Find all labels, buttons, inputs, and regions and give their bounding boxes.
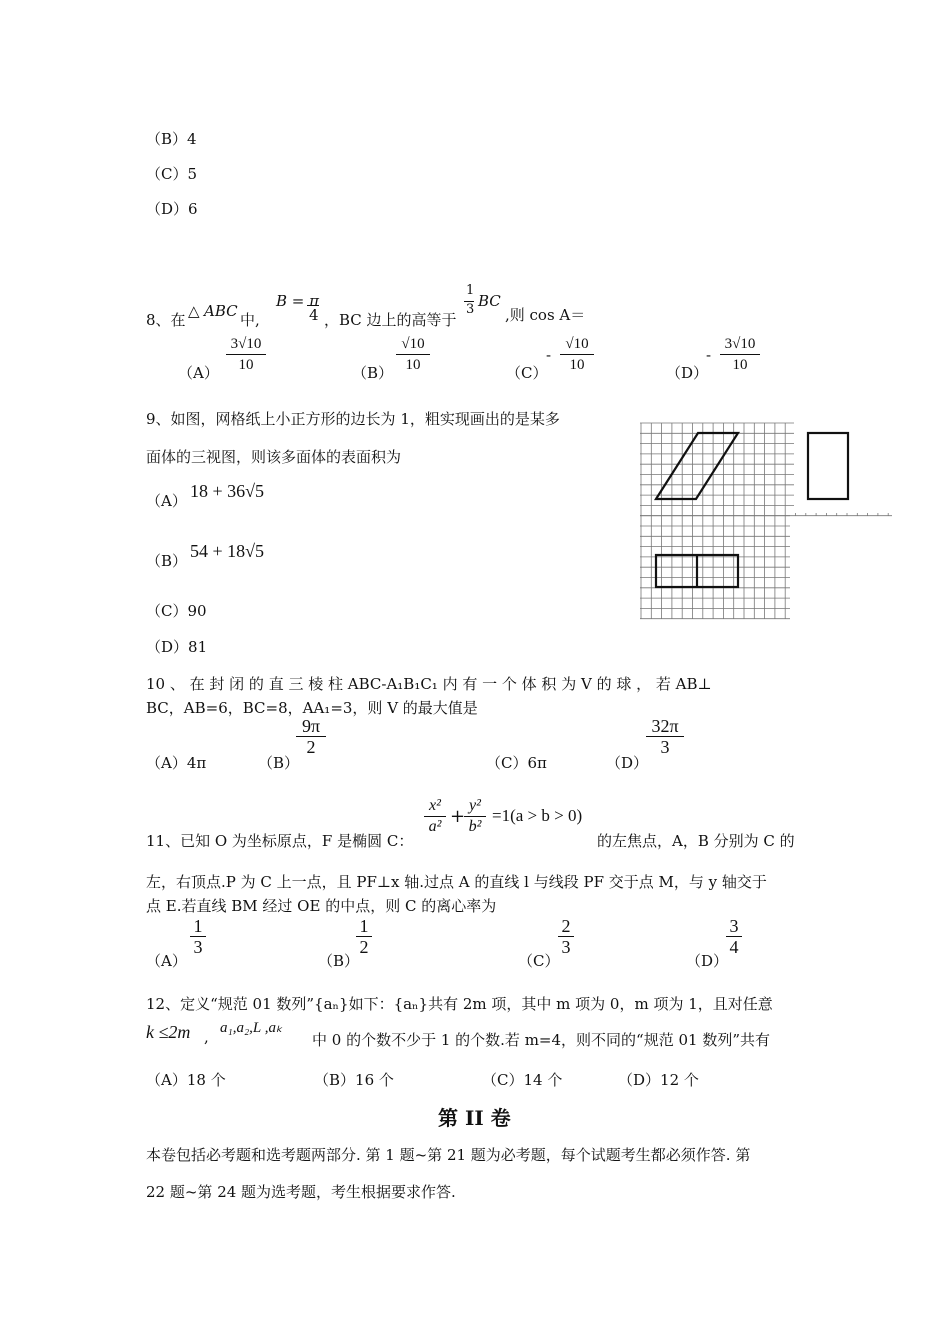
q11-option-a-label: （A） [146, 952, 187, 970]
q10-option-d-label: （D） [606, 754, 649, 772]
q12-line1: 12、定义“规范 01 数列”{aₙ}如下：{aₙ}共有 2m 项，其中 m 项为 0，m 项为 1，且对任意 [146, 995, 773, 1013]
q12-comma: , [204, 1028, 209, 1046]
q10-option-b-frac: $\frac{9\pi}{2}$ [296, 716, 326, 757]
section-title: 第 II 卷 [438, 1106, 511, 1130]
q12-sequence: a₁,a₂,L ,aₖ [220, 1020, 283, 1036]
q9-option-a-value: 18 + 36√5 [190, 481, 265, 501]
q11-eq-rhs: =1(a > b > 0) [492, 806, 583, 825]
section-paragraph-line2: 22 题~第 24 题为选考题，考生根据要求作答. [146, 1183, 456, 1201]
q8-option-d-frac: $\frac{3√10}{10}$ [720, 334, 760, 375]
q11-option-c-label: （C） [518, 952, 560, 970]
q10-line2: BC，AB=6，BC=8，AA₁=3，则 V 的最大值是 [146, 699, 478, 717]
q11-eq-plus: + [450, 806, 466, 827]
q8-option-a-frac: $\frac{3√10}{10}$ [226, 334, 266, 375]
q8-option-b-label: （B） [352, 364, 394, 382]
q11-option-c-frac: $\frac{2}{3}$ [558, 916, 574, 957]
q10-option-d-frac: $\frac{32\pi}{3}$ [646, 716, 684, 757]
q8-bc-text: ，BC 边上的高等于 [324, 311, 457, 329]
q9-option-b-value: 54 + 18√5 [190, 541, 265, 561]
section-paragraph-line1: 本卷包括必考题和选考题两部分. 第 1 题~第 21 题为必考题，每个试题考生都必须作答. 第 [146, 1146, 751, 1164]
q7-option-c: （C）5 [146, 165, 198, 183]
q9-line1: 9、如图，网格纸上小正方形的边长为 1，粗实现画出的是某多 [146, 410, 560, 428]
q8-option-c-frac: $\frac{√10}{10}$ [560, 334, 594, 375]
q8-abc: ABC [204, 302, 238, 320]
q11-option-a-frac: $\frac{1}{3}$ [190, 916, 206, 957]
q8-b-eq-den: 4 [309, 306, 319, 324]
q11-line3: 点 E.若直线 BM 经过 OE 的中点，则 C 的离心率为 [146, 897, 497, 915]
q12-option-a: （A）18 个 [146, 1071, 226, 1089]
q9-option-d: （D）81 [146, 638, 208, 656]
q10-option-b-label: （B） [258, 754, 300, 772]
q8-frac-line [307, 305, 319, 306]
q11-eq-y-frac: $\frac{\text{y²}}{\text{b²}}$ [464, 796, 486, 837]
q9-option-c: （C）90 [146, 602, 207, 620]
q8-then: ,则 cos A＝ [505, 306, 586, 324]
q11-post: 的左焦点，A，B 分别为 C 的 [597, 832, 795, 850]
q7-option-b: （B）4 [146, 130, 197, 148]
q8-bc2: BC [478, 292, 501, 310]
q9-option-b-label: （B） [146, 552, 188, 570]
q8-option-b-frac: $\frac{√10}{10}$ [396, 334, 430, 375]
q8-zhong: 中, [240, 311, 260, 329]
q10-option-c: （C）6π [486, 754, 547, 772]
q9-option-a-label: （A） [146, 492, 187, 510]
q11-prefix: 11、已知 O 为坐标原点，F 是椭圆 C： [146, 832, 414, 850]
q10-line1: 10 、 在 封 闭 的 直 三 棱 柱 ABC-A₁B₁C₁ 内 有 一 个 体 积 为 V 的 球 ， 若 AB⊥ [146, 675, 712, 693]
q11-line2: 左，右顶点.P 为 C 上一点，且 PF⊥x 轴.过点 A 的直线 l 与线段 PF 交于点 M，与 y 轴交于 [146, 873, 767, 891]
q9-line2: 面体的三视图，则该多面体的表面积为 [146, 448, 402, 466]
q11-option-b-frac: $\frac{1}{2}$ [356, 916, 372, 957]
q11-eq-x-frac: $\frac{\text{x²}}{\text{a²}}$ [424, 796, 446, 837]
q8-option-d-minus: - [706, 346, 712, 364]
q11-option-b-label: （B） [318, 952, 360, 970]
q8-b-eq-num: B = π [276, 292, 319, 310]
q8-prefix: 8、在 [146, 311, 186, 329]
q11-option-d-label: （D） [686, 952, 729, 970]
q12-option-c: （C）14 个 [482, 1071, 563, 1089]
q8-triangle: △ [188, 302, 200, 320]
q8-option-a-label: （A） [178, 364, 219, 382]
q8-one: 1 [466, 283, 475, 298]
q8-three: 3 [466, 302, 475, 317]
three-view-grid-figure [640, 421, 892, 625]
q7-option-d: （D）6 [146, 200, 198, 218]
front-view-parallelogram [656, 433, 738, 499]
q10-option-a: （A）4π [146, 754, 207, 772]
q12-option-b: （B）16 个 [314, 1071, 394, 1089]
q8-option-c-label: （C） [506, 364, 548, 382]
q12-line2-rest: 中 0 的个数不少于 1 的个数.若 m=4，则不同的“规范 01 数列”共有 [312, 1031, 770, 1049]
q8-option-c-minus: - [546, 346, 552, 364]
q11-option-d-frac: $\frac{3}{4}$ [726, 916, 742, 957]
q12-k: k ≤2m [146, 1022, 191, 1042]
q8-option-d-label: （D） [666, 364, 709, 382]
q12-option-d: （D）12 个 [618, 1071, 699, 1089]
